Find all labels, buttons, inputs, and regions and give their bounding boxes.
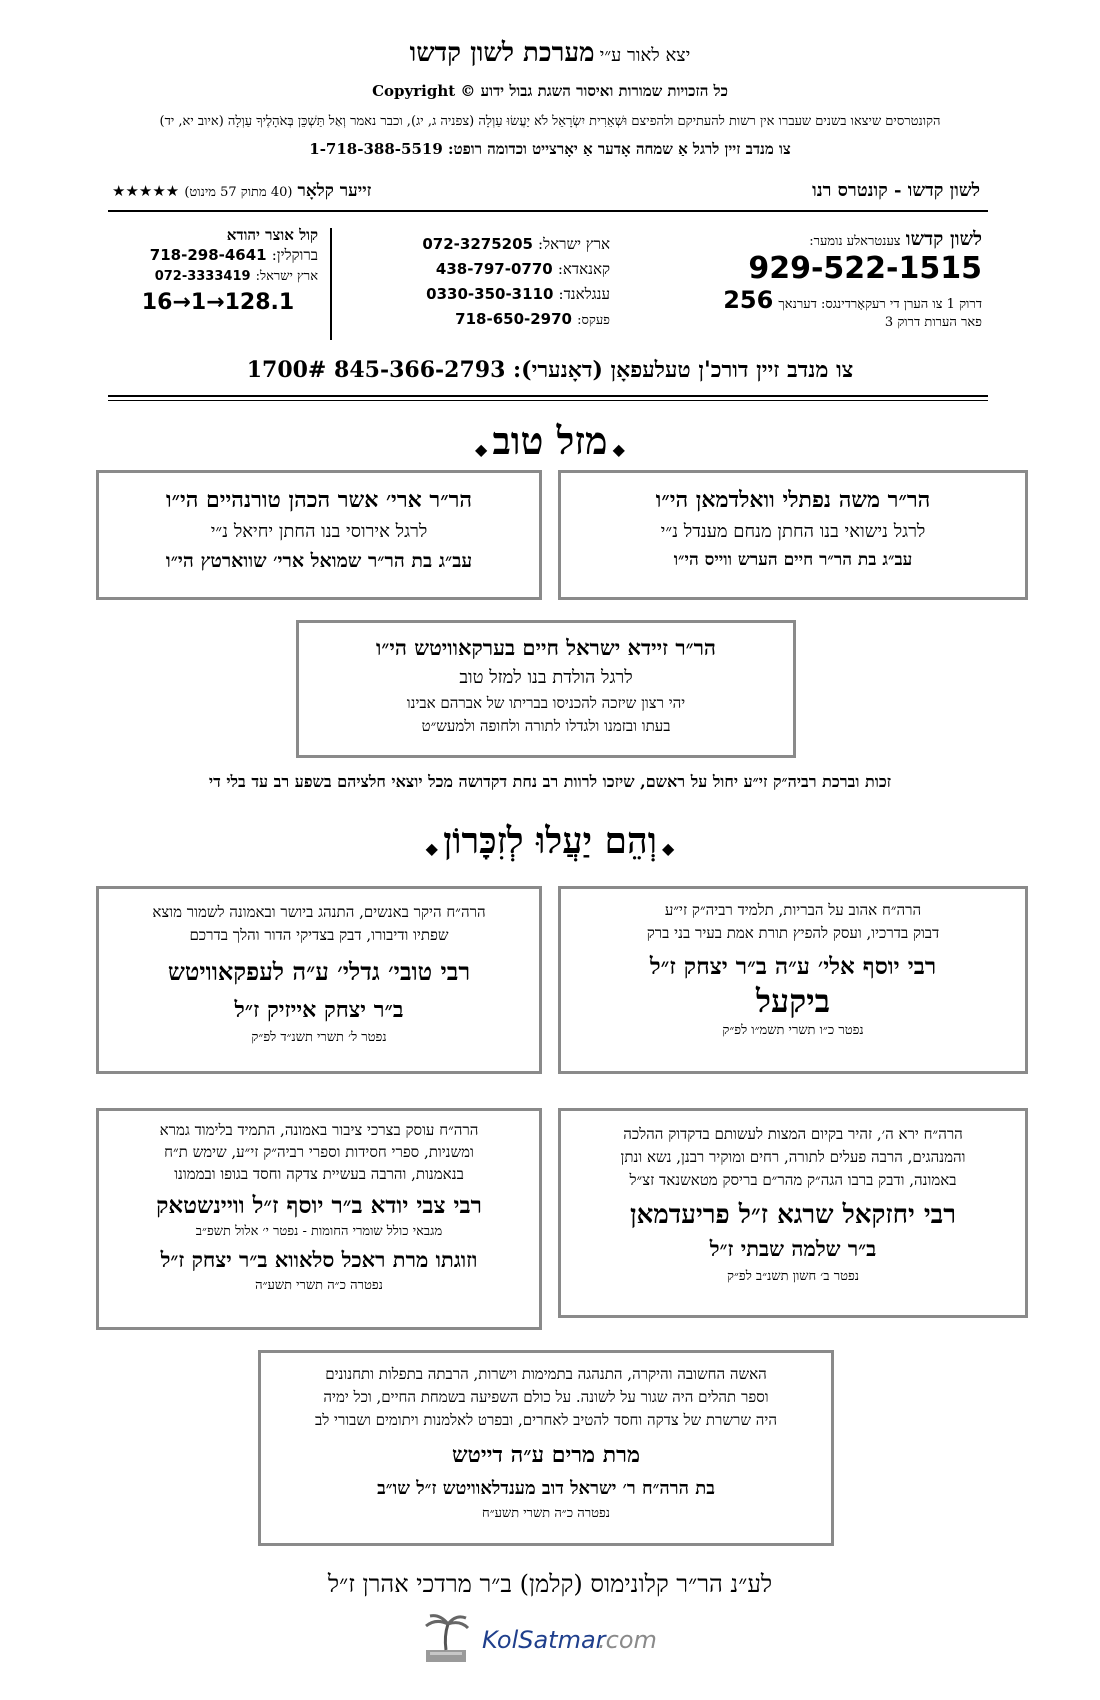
mazal-tov-box-berkowitz [296, 620, 796, 758]
box-line: הרה״ח עוסק בצרכי ציבור באמונה, התמיד בלימוד גמרא [159, 1121, 479, 1139]
phone-label: ארץ ישראל: [538, 235, 610, 253]
diamond-icon: ◆ [475, 440, 488, 459]
box-line: רבי יוסף אלי׳ ע״ה ב״ר יצחק ז״ל [649, 953, 937, 980]
contact-title: לשון קדשו [905, 228, 982, 250]
box-line: רבי צבי יודא ב״ר יוסף ז״ל וויינשטאק [156, 1192, 482, 1219]
box-line: ב״ר שלמה שבתי ז״ל [709, 1236, 877, 1261]
box-line: מרת מרים ע״ה דייטש [451, 1442, 641, 1468]
box-line: הר״ר זיידא ישראל חיים בערקאוויטש הי״ו [375, 635, 717, 660]
box-line: נפטרה כ״ה תשרי תשע״ח [482, 1506, 610, 1521]
box-line: באמונה, ודבק ברבו הגה״ק מהר״ם בריסק מטאשנאד זצ״ל [629, 1171, 957, 1189]
notes-instruction: פאר הערות דרוק 3 [884, 315, 982, 330]
box-line: היה שרשרת של צדקה וחסד להטיב לאחרים, ובפרט לאלמנות ויתומים ושבורי לב [315, 1411, 777, 1429]
mazal-tov-box-tornheim [96, 470, 542, 600]
mazal-tov-heading [0, 418, 1100, 464]
memorial-box-deutsch [258, 1350, 834, 1546]
palm-tree-icon [420, 1614, 474, 1664]
box-line: רבי יחזקאל שרגא ז״ל פריעדמאן [630, 1200, 956, 1230]
box-line: נפטר כ״ו תשרי תשמ״ו לפ״ק [722, 1023, 864, 1038]
phone-number[interactable]: 0330-350-3110 [426, 285, 554, 303]
kolsatmar-logo[interactable] [420, 1614, 700, 1664]
notice-line: הקונטרסים שיצאו בשנים שעברו אין רשות להעתיקם ולהפיצם וּשְׁאֵרִית יִשְׂרָאֵל לֹא יַעֲשׂוּ עַוְלָה (צפניה ג, יג), וכבר נאמר וְאַל תַּשְׁכֵּן בְּאֹהָלֶיךָ עַוְלָה (איוב יא, יד) [159, 114, 941, 129]
donate-phone-line: צו מנדב זיין דורכ'ן טעלעפאָן (דאָנערי): 845-366-2793 1700# [246, 357, 854, 383]
rating-label: זייער קלאָר [297, 181, 372, 201]
phone-label: פעקס: [577, 313, 610, 328]
footer-memorial: לע״נ הר״ר קלונימוס (קלמן) ב״ר מרדכי אהרן ז״ל [327, 1570, 773, 1598]
box-line: שפתיו ודיבורו, דבק בצדיקי הדור והלך בדרכם [189, 926, 449, 944]
divider [108, 210, 988, 212]
memorial-box-friedman [558, 1108, 1028, 1318]
record-instruction: דרוק 1 צו הערן די רעקאָרדינגס: דערנאך [778, 297, 982, 312]
diamond-icon: ◆ [425, 839, 438, 858]
box-line: האשה החשובה והיקרה, התנהגה בתמימות וישרות, הרבתה בתפלות ותחנונים [325, 1365, 767, 1383]
box-line: וספר תהלים היה שגור על לשונה. על כולם השפיעה בשמחת החיים, וכל ימיה [323, 1388, 769, 1406]
box-line: מגבאי כולל שומרי החומות - נפטר י׳ אלול תשפ״ב [195, 1224, 443, 1239]
memorial-box-lefkowitz [96, 886, 542, 1074]
phone-number[interactable]: 718-650-2970 [455, 310, 572, 328]
box-line: בעתו ובזמנו ולגדלו לתורה ולחופה ולמעש״ט [421, 717, 671, 735]
box-line: לרגל אירוסי בנו החתן יחיאל נ״י [210, 521, 428, 542]
phone-number[interactable]: 072-3333419 [154, 269, 251, 284]
phone-label: קאנאדא: [557, 260, 610, 278]
contact-phones [380, 234, 610, 334]
box-line: בת הרה״ח ר׳ ישראל דוב מענדלאוויטש ז״ל שו״ב [377, 1478, 715, 1499]
phone-number[interactable]: 718-298-4641 [149, 246, 267, 264]
memorial-box-bikel [558, 886, 1028, 1074]
box-line: נפטר ל׳ תשרי תשנ״ד לפ״ק [251, 1030, 387, 1045]
box-line: יהי רצון שיזכה להכניסו בבריתו של אברהם אבינו [406, 694, 686, 712]
box-line: והמנהגים, הרבה פעלים לתורה, רחים ומוקיר רבנן, נשא ונתן [620, 1148, 966, 1166]
box-line: לרגל נישואי בנו החתן מנחם מענדל נ״י [660, 521, 926, 542]
record-number: 256 [723, 286, 774, 314]
header-pre: יצא לאור ע״י [599, 45, 691, 66]
phone-number[interactable]: 438-797-0770 [435, 260, 553, 278]
blessing-line: זכות וברכת רביה״ק זי״ע יחול על ראשם, שיזכו לרוות רב נחת דקדושה מכל יוצאי חלציהם בשפע רב עד בלי די [208, 772, 892, 791]
mazal-tov-title: מזל טוב [492, 418, 608, 463]
diamond-icon: ◆ [662, 839, 675, 858]
header-title [0, 38, 1100, 68]
box-line: הרה״ח ירא ה׳, זהיר בקיום המצות לעשותם בדקדוק ההלכה [623, 1125, 963, 1143]
divider [108, 395, 988, 397]
box-line: בנאמנות, והרבה בעשיית צדקה וחסד בגופו ובממונו [174, 1165, 464, 1183]
box-line: דבוק בדרכיו, ועסק להפיץ תורת אמת בעיר בני ברק [646, 924, 940, 942]
box-line: נפטרה כ״ה תשרי תשע״ה [255, 1278, 383, 1293]
phone-label: ברוקלין: [271, 246, 318, 264]
memorial-box-weinstock [96, 1108, 542, 1330]
rating-note: (40 מתוק 57 מינוט) [184, 185, 293, 200]
logo-suffix: .com [598, 1626, 657, 1654]
box-line: ביקעל [755, 982, 830, 1020]
memorial-heading [0, 820, 1100, 862]
divider-vertical [330, 228, 332, 340]
box-line: הר״ר ארי׳ אשר הכהן טורנהיים הי״ו [165, 487, 473, 513]
kol-otzar-yehuda [118, 226, 318, 315]
contact-main [692, 228, 982, 330]
kuntres-title: לשון קדשו - קונטרס רנו [812, 180, 980, 201]
box-line: הרה״ח אהוב על הבריות, תלמיד רביה״ק זי״ע [664, 901, 922, 919]
box-line: לרגל הולדת בנו למזל טוב [459, 667, 633, 688]
logo-brand: KolSatmar [482, 1626, 606, 1654]
box-line: הרה״ח היקר באנשים, התנהג ביושר ובאמונה לשמור מוצא [152, 903, 486, 921]
box-line: וזוגתו מרת ראכל סלאווא ב״ר יצחק ז״ל [160, 1247, 478, 1272]
donate-yahrzeit-line: צו מנדב זיין לרגל אַ שמחה אָדער אַ יאָרצייט וכדומה רופט: 1-718-388-5519 [309, 140, 791, 158]
divider [108, 400, 988, 401]
box-line: ומשניות, ספרי חסידות וספרי רביה״ק זי״ע, שימש ת״ח [164, 1143, 474, 1161]
box-line: עב״ג בת הר״ר חיים הערש ווייס הי״ו [673, 550, 913, 570]
box-line: הר״ר משה נפתלי וואלדמאן הי״ו [655, 487, 931, 513]
box-line: ב״ר יצחק אייזיק ז״ל [234, 997, 404, 1023]
extension-code: 16→1→128.1 [141, 290, 295, 315]
central-phone[interactable]: 929-522-1515 [748, 251, 982, 286]
star-icon: ★★★★★ [112, 182, 180, 200]
box-line: רבי טובי׳ גדלי׳ ע״ה לעפקאוויטש [167, 957, 471, 986]
phone-number[interactable]: 072-3275205 [422, 235, 533, 253]
mazal-tov-box-waldman [558, 470, 1028, 600]
copyright-line: כל הזכויות שמורות ואיסור השגת גבול ידוע © Copyright [372, 82, 728, 100]
box-line: נפטר ב׳ חשון תשנ״ב לפ״ק [727, 1269, 859, 1284]
phone-label: ענגלאנד: [558, 285, 610, 303]
rating [112, 181, 371, 201]
contact-sub: צענטראלע נומער: [809, 234, 901, 249]
diamond-icon: ◆ [612, 440, 625, 459]
phone-label: ארץ ישראל: [255, 269, 318, 284]
box-line: עב״ג בת הר״ר שמואל ארי׳ שווארטץ הי״ו [165, 550, 473, 572]
memorial-title: וְהֵם יַעֲלוּ לְזִכָּרוֹן [443, 820, 657, 862]
header-main: מערכת לשון קדשו [409, 38, 595, 68]
kol-otzar-title: קול אוצר יהודא [226, 226, 318, 244]
